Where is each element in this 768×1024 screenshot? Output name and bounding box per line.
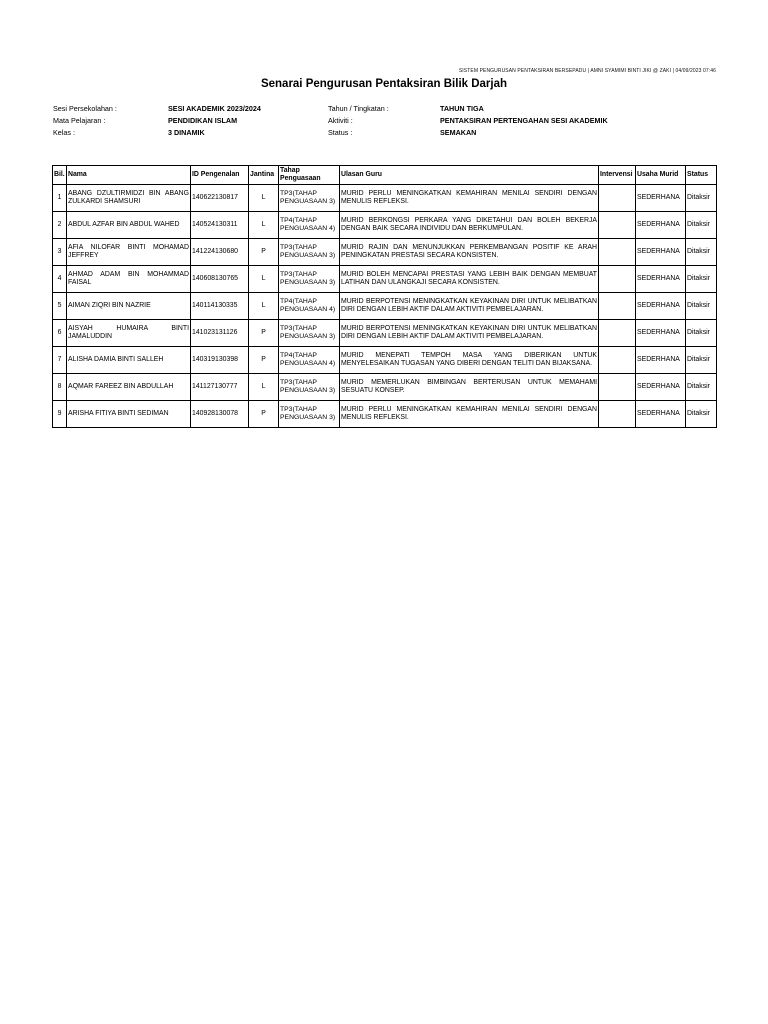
cell-tahap-penguasaan: TP3(TAHAP PENGUASAAN 3) [279,401,340,428]
tahun-label: Tahun / Tingkatan : [328,103,389,113]
cell-jantina: L [249,374,279,401]
cell-usaha-murid: SEDERHANA [636,293,686,320]
cell-usaha-murid: SEDERHANA [636,401,686,428]
cell-nama: ARISHA FITIYA BINTI SEDIMAN [67,401,191,428]
cell-intervensi [599,374,636,401]
col-ulasan-header: Ulasan Guru [340,166,599,185]
cell-tahap-penguasaan: TP3(TAHAP PENGUASAAN 3) [279,320,340,347]
table-row [53,293,717,320]
cell-bil: 8 [53,374,67,401]
cell-intervensi [599,320,636,347]
cell-bil: 4 [53,266,67,293]
cell-intervensi [599,293,636,320]
cell-status: Ditaksir [686,401,717,428]
tahun-value: TAHUN TIGA [440,103,484,113]
cell-usaha-murid: SEDERHANA [636,185,686,212]
cell-tahap-penguasaan: TP3(TAHAP PENGUASAAN 3) [279,239,340,266]
cell-intervensi [599,401,636,428]
cell-intervensi [599,347,636,374]
cell-bil: 1 [53,185,67,212]
col-tahap-header: Tahap Penguasaan [279,166,340,185]
cell-ulasan-guru: MURID BOLEH MENCAPAI PRESTASI YANG LEBIH BAIK DENGAN MEMBUAT LATIHAN DAN ULANGKAJI SECARA KONSISTEN. [340,266,599,293]
cell-nama: ALISHA DAMIA BINTI SALLEH [67,347,191,374]
meta-row-2 [53,114,716,126]
col-nama-header: Nama [67,166,191,185]
cell-tahap-penguasaan: TP3(TAHAP PENGUASAAN 3) [279,266,340,293]
system-header-line: SISTEM PENGURUSAN PENTAKSIRAN BERSEPADU | AMNI SYAMIMI BINTI JIKI @ ZAKI | 04/09/2023 07:46 [458,68,716,74]
cell-jantina: L [249,293,279,320]
col-usaha-header: Usaha Murid [636,166,686,185]
cell-nama: AIMAN ZIQRI BIN NAZRIE [67,293,191,320]
aktiviti-value: PENTAKSIRAN PERTENGAHAN SESI AKADEMIK [440,115,608,125]
kelas-label: Kelas : [53,127,75,137]
cell-ulasan-guru: MURID MEMERLUKAN BIMBINGAN BERTERUSAN UNTUK MEMAHAMI SESUATU KONSEP. [340,374,599,401]
cell-id-pengenalan: 140928130078 [191,401,249,428]
cell-id-pengenalan: 140524130311 [191,212,249,239]
cell-intervensi [599,185,636,212]
cell-intervensi [599,212,636,239]
col-id-header: ID Pengenalan [191,166,249,185]
cell-jantina: L [249,212,279,239]
cell-nama: AQMAR FAREEZ BIN ABDULLAH [67,374,191,401]
cell-id-pengenalan: 140608130765 [191,266,249,293]
meta-row-3 [53,126,716,138]
cell-nama: ABDUL AZFAR BIN ABDUL WAHED [67,212,191,239]
cell-jantina: L [249,266,279,293]
aktiviti-label: Aktiviti : [328,115,353,125]
cell-bil: 9 [53,401,67,428]
table-body [53,185,717,428]
status-label: Status : [328,127,353,137]
cell-jantina: L [249,185,279,212]
cell-status: Ditaksir [686,374,717,401]
table-row [53,266,717,293]
status-value: SEMAKAN [440,127,477,137]
cell-status: Ditaksir [686,185,717,212]
kelas-value: 3 DINAMIK [168,127,205,137]
cell-ulasan-guru: MURID BERKONGSI PERKARA YANG DIKETAHUI DAN BOLEH BEKERJA DENGAN BAIK SECARA INDIVIDU DAN BERKUMPULAN. [340,212,599,239]
table-row [53,347,717,374]
cell-tahap-penguasaan: TP3(TAHAP PENGUASAAN 3) [279,374,340,401]
table-row [53,374,717,401]
cell-bil: 5 [53,293,67,320]
table-row [53,239,717,266]
report-meta [53,102,716,138]
cell-nama: AFIA NILOFAR BINTI MOHAMAD JEFFREY [67,239,191,266]
cell-tahap-penguasaan: TP4(TAHAP PENGUASAAN 4) [279,293,340,320]
cell-jantina: P [249,239,279,266]
cell-status: Ditaksir [686,266,717,293]
student-assessment-table [52,165,717,428]
cell-jantina: P [249,401,279,428]
cell-nama: AISYAH HUMAIRA BINTI JAMALUDDIN [67,320,191,347]
cell-status: Ditaksir [686,320,717,347]
cell-ulasan-guru: MURID PERLU MENINGKATKAN KEMAHIRAN MENILAI SENDIRI DENGAN MENULIS REFLEKSI. [340,185,599,212]
cell-status: Ditaksir [686,239,717,266]
cell-usaha-murid: SEDERHANA [636,266,686,293]
cell-intervensi [599,266,636,293]
cell-id-pengenalan: 141224130680 [191,239,249,266]
cell-tahap-penguasaan: TP4(TAHAP PENGUASAAN 4) [279,347,340,374]
cell-usaha-murid: SEDERHANA [636,347,686,374]
cell-bil: 3 [53,239,67,266]
table-row [53,320,717,347]
cell-ulasan-guru: MURID BERPOTENSI MENINGKATKAN KEYAKINAN DIRI UNTUK MELIBATKAN DIRI DENGAN LEBIH AKTIF DALAM AKTIVITI PEMBELAJARAN. [340,293,599,320]
cell-ulasan-guru: MURID RAJIN DAN MENUNJUKKAN PERKEMBANGAN POSITIF KE ARAH PENINGKATAN PRESTASI SECARA KONSISTEN. [340,239,599,266]
table-row [53,212,717,239]
table-row [53,401,717,428]
cell-id-pengenalan: 140319130398 [191,347,249,374]
cell-tahap-penguasaan: TP4(TAHAP PENGUASAAN 4) [279,212,340,239]
table-header-row [53,166,717,185]
cell-ulasan-guru: MURID BERPOTENSI MENINGKATKAN KEYAKINAN DIRI UNTUK MELIBATKAN DIRI DENGAN LEBIH AKTIF DALAM AKTIVITI PEMBELAJARAN. [340,320,599,347]
cell-status: Ditaksir [686,293,717,320]
cell-id-pengenalan: 141023131126 [191,320,249,347]
cell-tahap-penguasaan: TP3(TAHAP PENGUASAAN 3) [279,185,340,212]
cell-bil: 2 [53,212,67,239]
cell-bil: 6 [53,320,67,347]
cell-usaha-murid: SEDERHANA [636,320,686,347]
cell-jantina: P [249,320,279,347]
col-status-header: Status [686,166,717,185]
cell-bil: 7 [53,347,67,374]
sesi-label: Sesi Persekolahan : [53,103,117,113]
cell-usaha-murid: SEDERHANA [636,374,686,401]
cell-ulasan-guru: MURID PERLU MENINGKATKAN KEMAHIRAN MENILAI SENDIRI DENGAN MENULIS REFLEKSI. [340,401,599,428]
mata-pelajaran-label: Mata Pelajaran : [53,115,106,125]
cell-nama: AHMAD ADAM BIN MOHAMMAD FAISAL [67,266,191,293]
cell-id-pengenalan: 140622130817 [191,185,249,212]
col-intervensi-header: Intervensi [599,166,636,185]
cell-id-pengenalan: 141127130777 [191,374,249,401]
cell-id-pengenalan: 140114130335 [191,293,249,320]
mata-pelajaran-value: PENDIDIKAN ISLAM [168,115,238,125]
col-bil-header: Bil. [53,166,67,185]
cell-status: Ditaksir [686,347,717,374]
cell-jantina: P [249,347,279,374]
page-title: Senarai Pengurusan Pentaksiran Bilik Darjah [260,78,508,90]
table-row [53,185,717,212]
cell-usaha-murid: SEDERHANA [636,239,686,266]
cell-intervensi [599,239,636,266]
cell-ulasan-guru: MURID MENEPATI TEMPOH MASA YANG DIBERIKAN UNTUK MENYELESAIKAN TUGASAN YANG DIBERI DENGAN TELITI DAN BIJAKSANA. [340,347,599,374]
sesi-value: SESI AKADEMIK 2023/2024 [168,103,261,113]
meta-row-1 [53,102,716,114]
col-jantina-header: Jantina [249,166,279,185]
cell-status: Ditaksir [686,212,717,239]
cell-nama: ABANG DZULTIRMIDZI BIN ABANG ZULKARDI SHAMSURI [67,185,191,212]
cell-usaha-murid: SEDERHANA [636,212,686,239]
